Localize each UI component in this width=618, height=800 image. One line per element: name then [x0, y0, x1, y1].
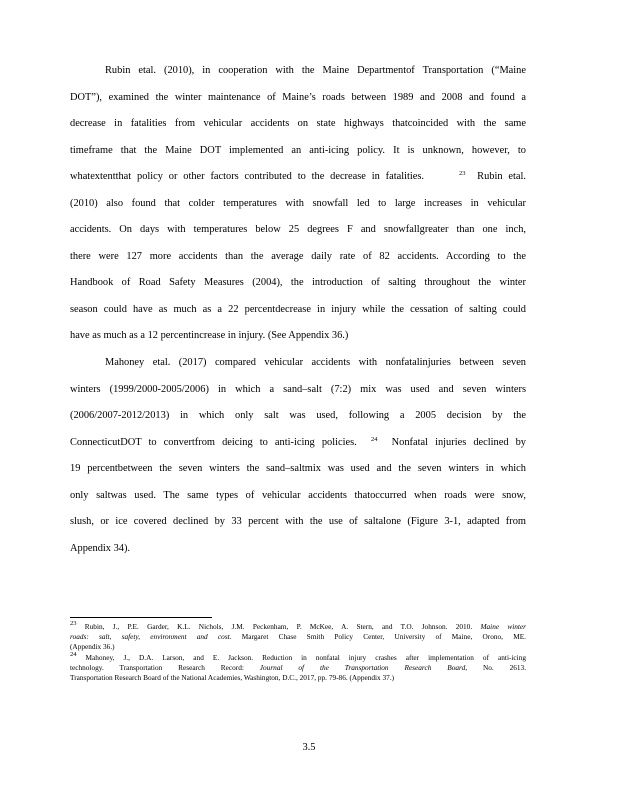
- footnote-text: . Margaret Chase Smith Policy Center, University of Maine, Orono, ME.: [229, 632, 526, 642]
- text-line: have as much as a 12 percentincrease in injury. (See Appendix 36.): [70, 330, 349, 342]
- footnote-ref-24: 24: [370, 435, 378, 443]
- text-line: Rubin etal. (2010), in cooperation with the Maine Departmentof Transportation (“Maine: [105, 65, 526, 76]
- text-line: (2006/2007-2012/2013) in which only salt was used, following a 2005 decision by the: [70, 410, 526, 422]
- text-line: timeframe that the Maine DOT implemented an anti-icing policy. It is unknown, however, to: [70, 144, 526, 156]
- footnote-separator: [70, 617, 212, 618]
- footnote-23: [70, 622, 526, 653]
- text-segment: ConnecticutDOT to convertfrom deicing to anti-icing policies.: [70, 436, 357, 448]
- footnote-number: 24: [70, 650, 77, 658]
- text-segment: Rubin etal.: [477, 171, 526, 183]
- footnote-number: 23: [70, 620, 77, 627]
- footnote-title: Maine winter: [480, 622, 526, 631]
- text-line: [70, 164, 526, 191]
- text-line: 19 percentbetween the seven winters the sand–saltmix was used and the seven winters in which: [70, 463, 526, 475]
- footnote-text: , No. 2613.: [465, 662, 527, 672]
- page-number: 3.5: [302, 742, 316, 753]
- footnote-ref-23: 23: [459, 170, 466, 178]
- footnote-line: [70, 632, 526, 642]
- footnote-text: Rubin, J., P.E. Garder, K.L. Nichols, J.M. Peckenham, P. McKee, A. Stern, and T.O. Johnson. 2010.: [84, 622, 473, 631]
- footnote-24: [70, 650, 527, 684]
- footnote-line: [70, 622, 526, 632]
- text-line: slush, or ice covered declined by 33 percent with the use of saltalone (Figure 3-1, adapted from: [70, 516, 526, 528]
- text-line: only saltwas used. The same types of vehicular accidents thatoccurred when roads were snow,: [70, 489, 526, 501]
- text-line: (2010) also found that colder temperatures with snowfall led to large increases in vehicular: [70, 197, 526, 209]
- footnote-title: roads: salt, safety, environment and cost: [70, 632, 230, 642]
- body-text: [70, 58, 526, 562]
- text-line: winters (1999/2000-2005/2006) in which a sand–salt (7:2) mix was used and seven winters: [70, 383, 526, 395]
- text-line: [70, 430, 526, 457]
- text-segment: whatextentthat policy or other factors contributed to the decrease in fatalities.: [70, 171, 425, 183]
- footnote-journal: Journal of the Transportation Research Board: [259, 662, 466, 672]
- text-line: there were 127 more accidents than the average daily rate of 82 accidents. According to the: [70, 250, 526, 262]
- footnote-text: Mahoney, J., D.A. Larson, and E. Jackson. Reduction in nonfatal injury crashes after implementation of anti-icing: [85, 652, 526, 662]
- paragraph-mahoney: [70, 350, 526, 562]
- text-segment: Nonfatal injuries declined by: [391, 436, 526, 448]
- footnote-line: [70, 663, 526, 673]
- text-line: Mahoney etal. (2017) compared vehicular accidents with nonfatalinjuries between seven: [105, 357, 526, 369]
- footnote-line: Transportation Research Board of the National Academies, Washington, D.C., 2017, pp. 79-86. (Appendix 37.): [70, 672, 395, 682]
- paragraph-rubin: [70, 58, 526, 350]
- text-line: accidents. On days with temperatures below 25 degrees F and snowfallgreater than one inch,: [70, 224, 526, 236]
- footnotes: [70, 622, 526, 683]
- text-line: Handbook of Road Safety Measures (2004), the introduction of salting throughout the winter: [70, 277, 526, 289]
- footnote-line: [70, 650, 526, 663]
- footnote-text: technology. Transportation Research Record:: [70, 662, 244, 672]
- text-line: decrease in fatalities from vehicular accidents on state highways thatcoincided with the same: [70, 118, 526, 130]
- text-line: season could have as much as a 22 percentdecrease in injury while the cessation of salting could: [70, 303, 526, 315]
- text-line: DOT”), examined the winter maintenance of Maine’s roads between 1989 and 2008 and found a: [70, 91, 526, 103]
- text-line: Appendix 34).: [70, 542, 131, 554]
- footnote-line: (Appendix 36.): [70, 642, 115, 652]
